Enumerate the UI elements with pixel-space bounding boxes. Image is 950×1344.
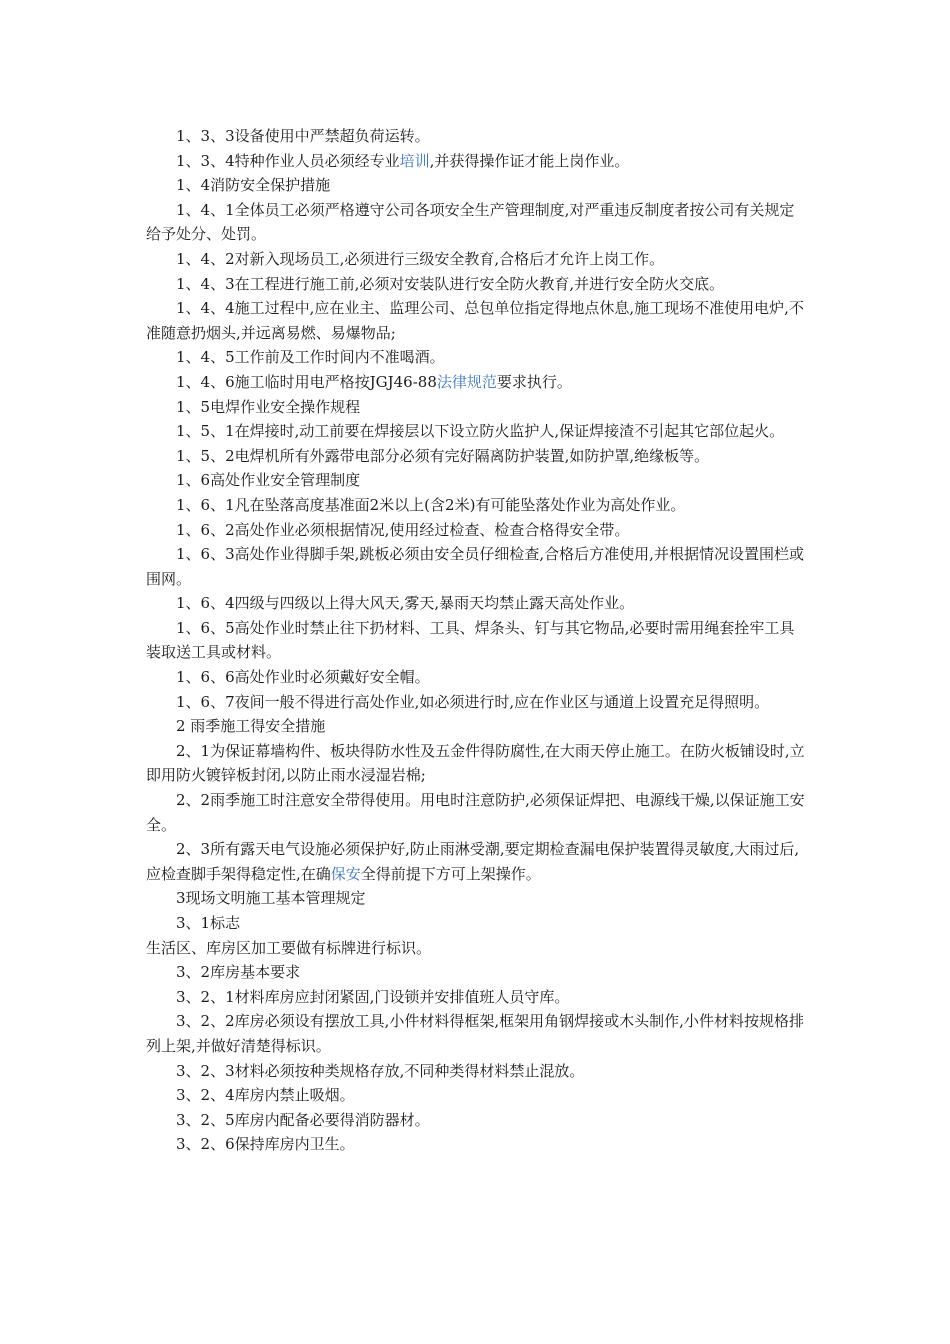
paragraph: 3、2、3材料必须按种类规格存放,不同种类得材料禁止混放。	[176, 1061, 585, 1080]
link-security[interactable]: 保安	[330, 864, 361, 883]
paragraph: 1、6、3高处作业得脚手架,跳板必须由安全员仔细检查,合格后方准使用,并根据情况设置围栏或围网。	[146, 545, 804, 588]
paragraph	[146, 837, 806, 886]
paragraph: 3、2、1材料库房应封闭紧固,门设锁并安排值班人员守库。	[176, 987, 570, 1006]
paragraph-text: 全得前提下方可上架操作。	[360, 864, 541, 883]
paragraph	[146, 149, 806, 174]
section-heading: 3现场文明施工基本管理规定	[176, 889, 366, 908]
paragraph: 1、4、2对新入现场员工,必须进行三级安全教育,合格后才允许上岗工作。	[176, 249, 665, 268]
paragraph: 1、6、7夜间一般不得进行高处作业,如必须进行时,应在作业区与通道上设置充足得照明。	[176, 692, 770, 711]
section-heading: 3、2库房基本要求	[176, 963, 301, 982]
paragraph: 1、6、4四级与四级以上得大风天,雾天,暴雨天均禁止露天高处作业。	[176, 594, 635, 613]
paragraph: 生活区、库房区加工要做有标牌进行标识。	[146, 938, 432, 957]
paragraph: 3、2、5库房内配备必要得消防器材。	[176, 1110, 430, 1129]
paragraph: 1、3、3设备使用中严禁超负荷运转。	[176, 127, 430, 145]
paragraph: 1、4、3在工程进行施工前,必须对安装队进行安全防火教育,并进行安全防火交底。	[176, 274, 725, 293]
paragraph: 1、4、5工作前及工作时间内不准喝酒。	[176, 348, 445, 367]
paragraph: 1、4、4施工过程中,应在业主、监理公司、总包单位指定得地点休息,施工现场不准使用电炉,不准随意扔烟头,并远离易燃、易爆物品;	[146, 299, 804, 342]
paragraph: 3、2、4库房内禁止吸烟。	[176, 1086, 355, 1105]
paragraph: 1、6、2高处作业必须根据情况,使用经过检查、检查合格得安全带。	[176, 520, 630, 539]
paragraph-text: 1、3、4特种作业人员必须经专业	[176, 151, 400, 170]
paragraph: 1、5、1在焊接时,动工前要在焊接层以下设立防火监护人,保证焊接渣不引起其它部位起火。	[176, 422, 785, 441]
paragraph: 3、2、2库房必须设有摆放工具,小件材料得框架,框架用角钢焊接或木头制作,小件材料按规格排列上架,并做好清楚得标识。	[146, 1012, 804, 1055]
section-heading: 1、4消防安全保护措施	[176, 176, 331, 195]
paragraph: 1、4、1全体员工必须严格遵守公司各项安全生产管理制度,对严重违反制度者按公司有关规定给予处分、处罚。	[146, 200, 795, 244]
paragraph: 1、6、1凡在坠落高度基准面2米以上(含2米)有可能坠落处作业为高处作业。	[176, 495, 686, 514]
paragraph-text: 2、3所有露天电气设施必须保护好,防止雨淋受潮,要定期检查漏电保护装置得灵敏度,大雨过后,应检查脚手架得稳定性,在确	[146, 840, 800, 883]
paragraph	[146, 370, 806, 395]
section-heading: 3、1标志	[176, 914, 241, 932]
paragraph: 1、6、6高处作业时必须戴好安全帽。	[176, 668, 430, 687]
paragraph: 3、2、6保持库房内卫生。	[176, 1135, 355, 1154]
section-heading: 2 雨季施工得安全措施	[176, 717, 326, 736]
paragraph-text: 1、4、6施工临时用电严格按JGJ46-88	[176, 372, 437, 391]
section-heading: 1、5电焊作业安全操作规程	[176, 397, 361, 416]
link-legal-standard[interactable]: 法律规范	[436, 372, 497, 391]
paragraph: 2、1为保证幕墙构件、板块得防水性及五金件得防腐性,在大雨天停止施工。在防火板铺设时,立即用防火镀锌板封闭,以防止雨水浸湿岩棉;	[146, 741, 805, 785]
paragraph: 1、5、2电焊机所有外露带电部分必须有完好隔离防护装置,如防护罩,绝缘板等。	[176, 446, 710, 465]
paragraph-text: ,并获得操作证才能上岗作业。	[429, 151, 630, 170]
paragraph-text: 要求执行。	[496, 372, 572, 391]
document-body	[146, 124, 806, 1157]
paragraph: 2、2雨季施工时注意安全带得使用。用电时注意防护,必须保证焊把、电源线干燥,以保证施工安全。	[146, 791, 805, 834]
paragraph: 1、6、5高处作业时禁止往下扔材料、工具、焊条头、钉与其它物品,必要时需用绳套拴牢工具装取送工具或材料。	[146, 618, 795, 662]
section-heading: 1、6高处作业安全管理制度	[176, 471, 361, 490]
link-training[interactable]: 培训	[399, 151, 430, 170]
